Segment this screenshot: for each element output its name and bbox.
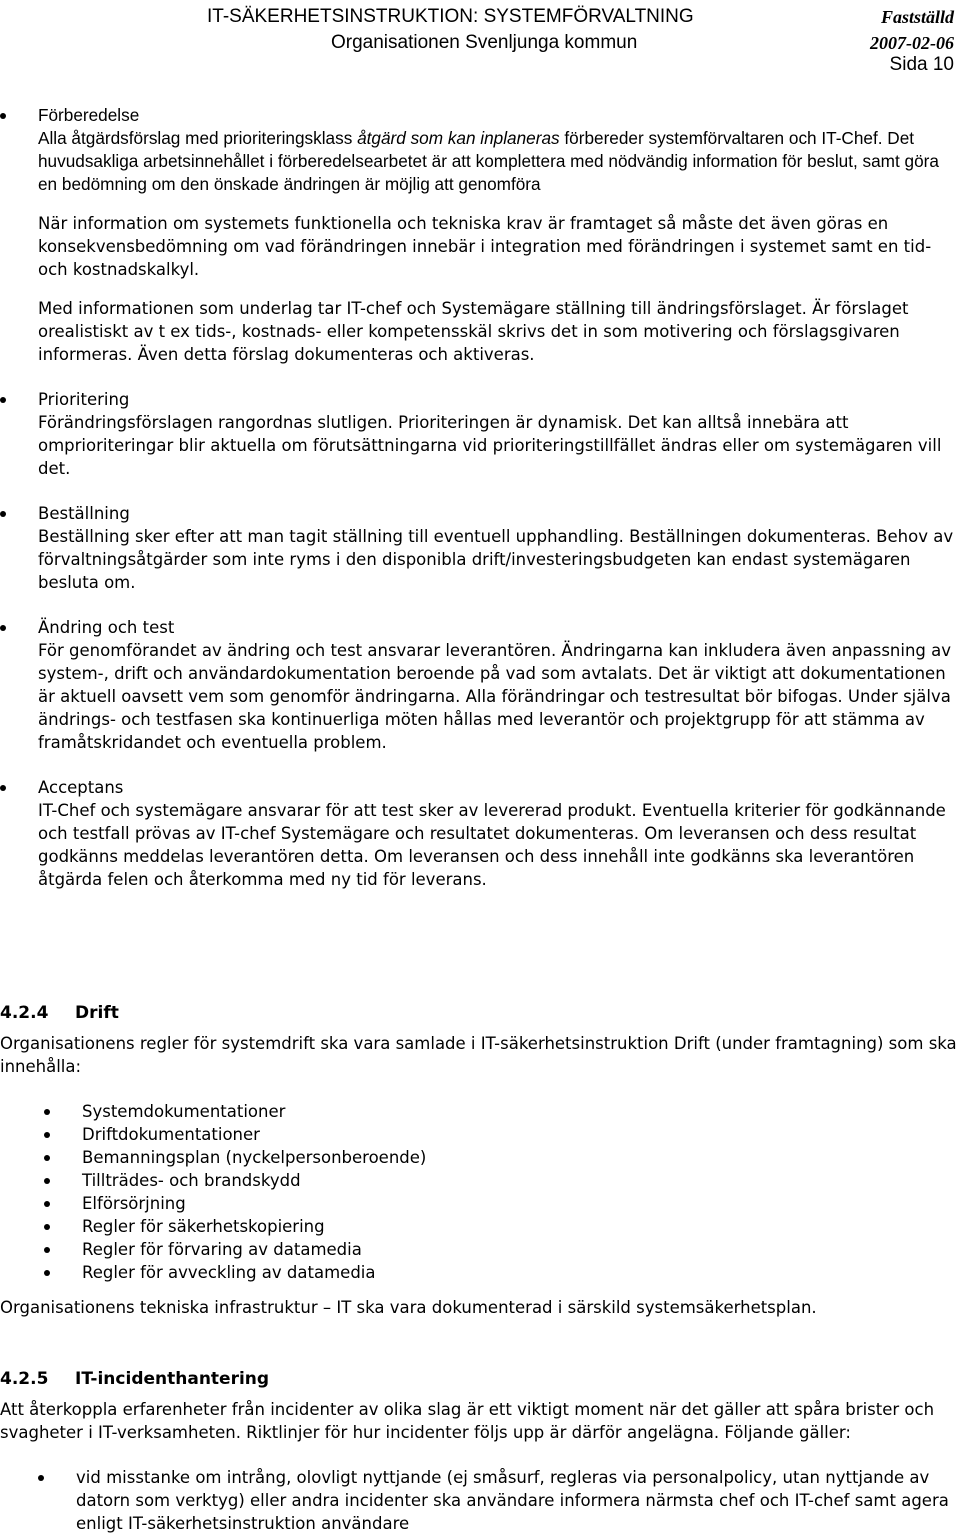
list-item: Systemdokumentationer bbox=[0, 1100, 426, 1123]
list-item bbox=[0, 104, 958, 366]
list-item bbox=[0, 616, 958, 754]
document-status: Fastställd bbox=[880, 7, 954, 27]
section-heading-drift: 4.2.4 Drift bbox=[0, 1003, 119, 1023]
document-date: 2007-02-06 bbox=[870, 33, 954, 53]
bullet-icon bbox=[0, 113, 6, 119]
list-item: Bemanningsplan (nyckelpersonberoende) bbox=[0, 1146, 426, 1169]
drift-intro: Organisationens regler för systemdrift ska vara samlade i IT-säkerhetsinstruktion Drift (under framtagning) som ska innehålla: bbox=[0, 1034, 957, 1076]
bullet-icon bbox=[44, 1155, 50, 1161]
bullet-icon bbox=[0, 625, 6, 631]
list-item: Regler för säkerhetskopiering bbox=[0, 1215, 426, 1238]
step-title: Beställning bbox=[38, 504, 130, 523]
list-item bbox=[0, 776, 958, 891]
step-body: Prioritering Förändringsförslagen rangordnas slutligen. Prioriteringen är dynamisk. Det kan alltså innebära att omprioriteringar blir aktuella om förutsättningarna vid prioriteringstillfället ändras eller om systemägaren vill det. bbox=[38, 390, 942, 478]
bullet-icon bbox=[38, 1475, 44, 1481]
bullet-icon bbox=[0, 397, 6, 403]
step-title: Ändring och test bbox=[38, 618, 175, 637]
step-body: Ändring och test För genomförandet av ändring och test ansvarar leverantören. Ändringarna kan inkludera även anpassning av system-, drift och användardokumentation beroende på vad som avtalats. Det är viktigt att dokumentationen är aktuell oavsett vem som genomför ändringarna. Alla förändringar och testresultat bör bifogas. Under själva ändrings- och testfasen ska kontinuerliga möten hållas med leverantör och projektgrupp för att stämma av framåtskridandet och eventuella problem. bbox=[38, 618, 952, 752]
step-title: Prioritering bbox=[38, 390, 130, 409]
step-paragraph: När information om systemets funktionella och tekniska krav är framtaget så måste det även göras en konsekvensbedömning om vad förändringen innebär i integration med förändringen i systemet samt en tid- och kostnadskalkyl. bbox=[38, 214, 932, 279]
step-title: Acceptans bbox=[38, 778, 124, 797]
list-item bbox=[0, 388, 958, 480]
list-item: Regler för avveckling av datamedia bbox=[0, 1261, 426, 1284]
page-number: Sida 10 bbox=[889, 54, 954, 75]
bullet-icon bbox=[44, 1132, 50, 1138]
document-title: IT-SÄKERHETSINSTRUKTION: SYSTEMFÖRVALTNING bbox=[207, 6, 694, 27]
section-heading-incident: 4.2.5 IT-incidenthantering bbox=[0, 1369, 270, 1389]
bullet-icon bbox=[44, 1201, 50, 1207]
drift-outro: Organisationens tekniska infrastruktur – IT ska vara dokumenterad i särskild systemsäkerhetsplan. bbox=[0, 1298, 817, 1317]
organisation-name: Organisationen Svenljunga kommun bbox=[331, 32, 638, 53]
step-body: Acceptans IT-Chef och systemägare ansvarar för att test sker av levererad produkt. Eventuella kriterier för godkännande och testfall prövas av IT-chef Systemägare och resultatet dokumenteras. Om leveransen och dess resultat godkänns meddelas leverantören detta. Om leveransen och dess innehåll inte godkänns ska leverantören åtgärda felen och återkomma med ny tid för leverans. bbox=[38, 778, 946, 889]
bullet-icon bbox=[0, 785, 6, 791]
list-item: Tillträdes- och brandskydd bbox=[0, 1169, 426, 1192]
drift-list bbox=[0, 1100, 426, 1284]
bullet-icon bbox=[44, 1224, 50, 1230]
step-paragraph: Med informationen som underlag tar IT-chef och Systemägare ställning till ändringsförslaget. Är förslaget orealistiskt av t ex tids-, kostnads- eller kompetensskäl skrivs det in som motivering och förslagsgivaren informeras. Även detta förslag dokumenteras och aktiveras. bbox=[38, 299, 909, 364]
step-title: Förberedelse bbox=[38, 105, 140, 125]
list-item: Regler för förvaring av datamedia bbox=[0, 1238, 426, 1261]
list-item: Driftdokumentationer bbox=[0, 1123, 426, 1146]
bullet-icon bbox=[44, 1270, 50, 1276]
step-body: Beställning Beställning sker efter att man tagit ställning till eventuell upphandling. Beställningen dokumenteras. Behov av förvaltningsåtgärder som inte ryms i den disponibla drift/investeringsbudgeten kan endast systemägaren besluta om. bbox=[38, 504, 954, 592]
list-item: Elförsörjning bbox=[0, 1192, 426, 1215]
process-steps bbox=[0, 104, 958, 913]
bullet-icon bbox=[0, 511, 6, 517]
priority-class: åtgärd som kan inplaneras bbox=[357, 128, 560, 148]
bullet-icon bbox=[44, 1109, 50, 1115]
incident-intro: Att återkoppla erfarenheter från incidenter av olika slag är ett viktigt moment när det gäller att spåra brister och svagheter i IT-verksamheten. Riktlinjer för hur incidenter följs upp är därför angelägna. Följande gäller: bbox=[0, 1400, 935, 1442]
step-body: Förberedelse Alla åtgärdsförslag med prioriteringsklass åtgärd som kan inplaneras förbereder systemförvaltaren och IT-Chef. Det huvudsakliga arbetsinnehållet i förberedelsearbetet är att komplettera med nödvändig information för beslut, samt göra en bedömning om den önskade ändringen är möjlig att genomföra bbox=[38, 105, 939, 194]
page-header bbox=[0, 6, 960, 81]
list-item: vid misstanke om intrång, olovligt nyttjande (ej småsurf, regleras via personalpolicy, utan nyttjande av datorn som verktyg) eller andra incidenter ska användare informera närmsta chef och IT-chef samt agera enligt IT-säkerhetsinstruktion användare bbox=[0, 1466, 958, 1535]
bullet-icon bbox=[44, 1178, 50, 1184]
bullet-icon bbox=[44, 1247, 50, 1253]
list-item bbox=[0, 502, 958, 594]
